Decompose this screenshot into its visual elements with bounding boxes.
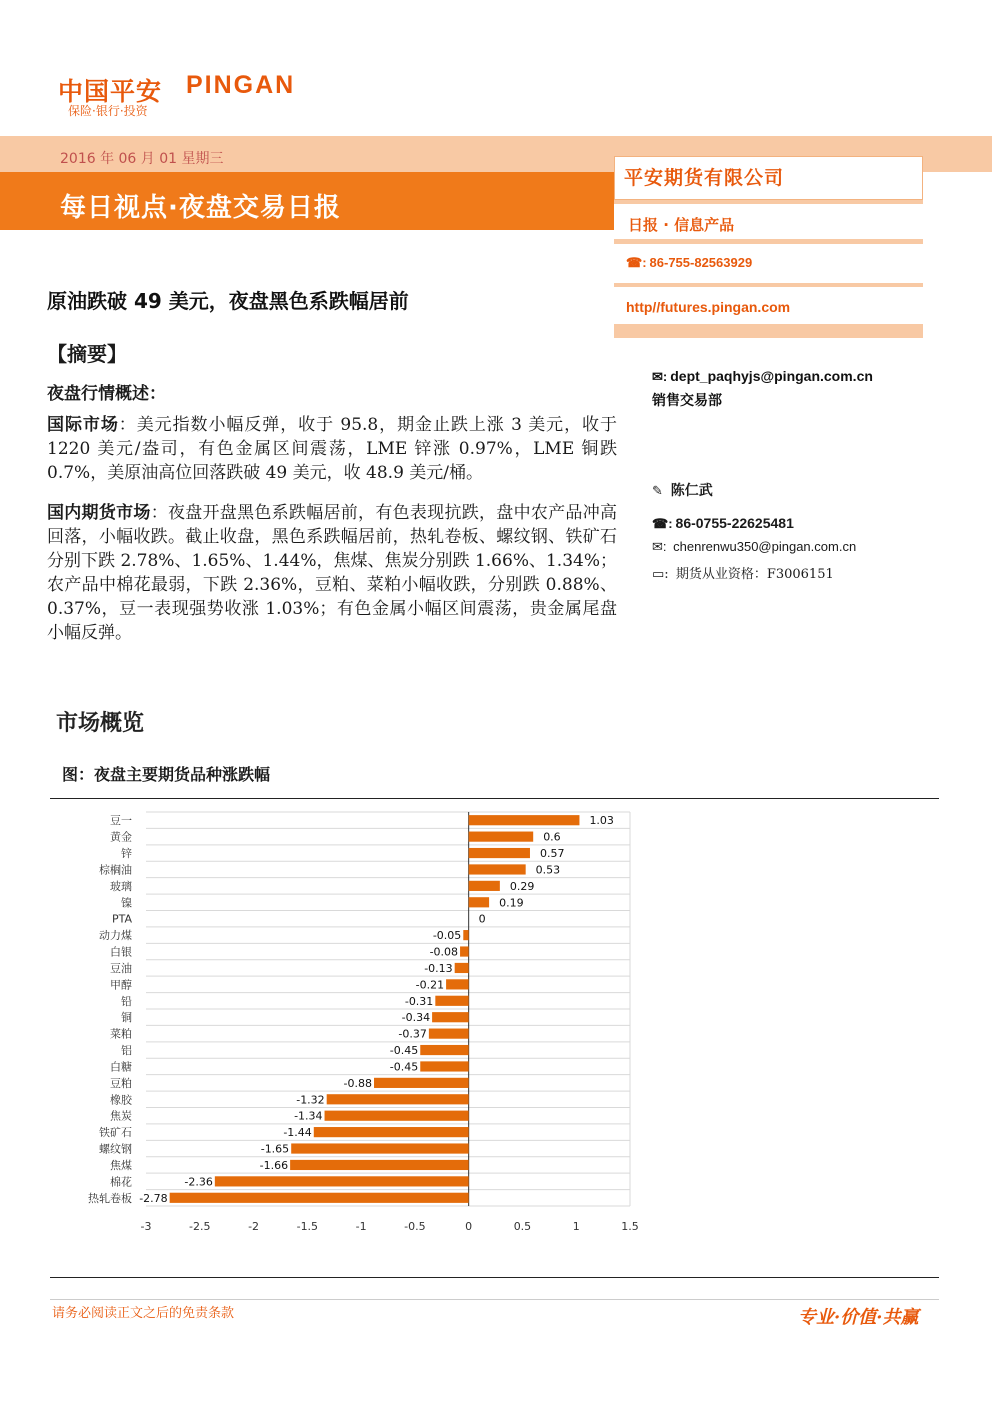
data-label: -1.32 (296, 1093, 325, 1107)
category-label: 白银 (110, 945, 132, 959)
bar (455, 963, 469, 973)
data-label: -0.37 (398, 1027, 427, 1041)
phone-icon: ☎: (626, 255, 647, 270)
category-label: 焦炭 (110, 1109, 132, 1123)
analyst-phone-number: 86-0755-22625481 (675, 515, 794, 531)
data-label: 0.29 (509, 879, 535, 893)
category-label: 铅 (121, 994, 132, 1008)
data-label: -0.13 (424, 961, 453, 975)
bar (432, 1012, 469, 1022)
data-label: 0.6 (543, 830, 561, 844)
mail-icon: ✉: (652, 539, 667, 554)
company-phone (626, 255, 752, 271)
data-label: -0.31 (404, 994, 434, 1008)
data-label: 0.57 (539, 847, 565, 861)
x-tick-label: 0.5 (513, 1220, 532, 1233)
bar (374, 1078, 469, 1088)
category-label: 动力煤 (99, 929, 132, 943)
logo-chinese: 中国平安 (58, 77, 163, 106)
analyst-cert-text: 期货从业资格：F3006151 (675, 567, 834, 582)
dom-text: ：夜盘开盘黑色系跌幅居前，有色表现抗跌，盘中农产品冲高回落，小幅收跌。截止收盘，黑色系跌幅居前，热轧卷板、螺纹钢、铁矿石分别下跌 2.78%、1.65%、1.44%，焦煤、焦炭分别跌 1.66%、1.34%；农产品中棉花最弱，下跌 2.36%，豆粕、菜粕小幅收跌，分别跌 0.88%、0.37%，豆一表现强势收涨 1.03%；有色金属小幅区间震荡，贵金属尾盘小幅反弹。 (47, 503, 617, 643)
bar (325, 1111, 469, 1121)
x-tick-label: -2 (248, 1220, 260, 1233)
x-tick-label: 1 (572, 1220, 580, 1233)
book-icon: ▭: (652, 567, 669, 582)
bar (469, 881, 500, 891)
category-label: 白糖 (110, 1060, 132, 1074)
data-label: 0 (478, 912, 486, 926)
bar (290, 1160, 469, 1170)
category-label: 玻璃 (110, 879, 132, 893)
data-label: 1.03 (589, 814, 614, 828)
analyst-phone (652, 515, 794, 532)
bar (469, 897, 489, 907)
bar (469, 815, 580, 825)
data-label: 0.19 (499, 896, 524, 910)
data-label: 0.53 (535, 863, 561, 877)
footer-rule (50, 1299, 939, 1300)
bar-chart (50, 802, 670, 1242)
info-divider (614, 239, 923, 244)
pen-icon: ✎ (652, 484, 663, 499)
data-label: -0.45 (389, 1044, 419, 1058)
category-label: 甲醇 (110, 978, 132, 992)
bar (170, 1193, 469, 1203)
footer-slogan: 专业·价值·共赢 (798, 1307, 919, 1328)
bar (420, 1045, 468, 1055)
category-label: 镍 (121, 896, 132, 910)
category-label: 橡胶 (110, 1093, 132, 1107)
disclaimer-link[interactable]: 请务必阅读正文之后的免责条款 (52, 1306, 235, 1321)
category-label: 铝 (121, 1044, 132, 1058)
phone-icon: ☎: (652, 516, 673, 531)
company-phone-number: 86-755-82563929 (649, 255, 753, 270)
bar (291, 1143, 468, 1153)
bar (469, 864, 526, 874)
data-label: -0.05 (432, 929, 462, 943)
x-tick-label: -1 (355, 1220, 367, 1233)
x-tick-label: 1.5 (621, 1220, 639, 1233)
article-headline: 原油跌破 49 美元，夜盘黑色系跌幅居前 (47, 289, 409, 313)
bar (314, 1127, 469, 1137)
bar (435, 996, 468, 1006)
dom-label: 国内期货市场 (47, 503, 151, 523)
info-divider (614, 283, 923, 287)
data-label: -0.21 (415, 978, 445, 992)
report-date: 2016 年 06 月 01 星期三 (60, 151, 224, 167)
bar (469, 848, 530, 858)
daily-tag: 日报 · 信息产品 (628, 216, 735, 234)
analyst-name (652, 480, 713, 500)
figure-caption: 图：夜盘主要期货品种涨跌幅 (62, 765, 271, 784)
category-label: 铜 (121, 1011, 132, 1025)
data-label: -1.34 (294, 1109, 323, 1123)
paragraph-domestic (47, 501, 617, 645)
category-label: 螺纹钢 (99, 1142, 132, 1156)
logo-tagline: 保险·银行·投资 (68, 104, 148, 118)
category-label: 豆油 (110, 961, 132, 975)
x-tick-label: -0.5 (404, 1220, 426, 1233)
analyst-email[interactable] (652, 539, 856, 555)
category-label: 棕榈油 (99, 863, 132, 877)
data-label: -1.44 (283, 1126, 312, 1140)
overview-title: 夜盘行情概述： (47, 384, 166, 404)
category-label: 棉花 (110, 1175, 132, 1189)
dept-name: 销售交易部 (652, 393, 722, 409)
data-label: -2.78 (139, 1191, 168, 1205)
data-label: -0.34 (401, 1011, 431, 1025)
x-tick-label: 0 (465, 1220, 473, 1233)
mail-icon: ✉: (652, 369, 668, 384)
data-label: -0.88 (343, 1076, 373, 1090)
data-label: -0.08 (429, 945, 459, 959)
x-tick-label: -3 (140, 1220, 152, 1233)
figure-bottom-rule (50, 1277, 939, 1278)
bar (469, 832, 534, 842)
category-label: 黄金 (110, 830, 132, 844)
company-name: 平安期货有限公司 (624, 167, 785, 189)
analyst-email-address: chenrenwu350@pingan.com.cn (673, 539, 857, 554)
category-label: 菜粕 (110, 1027, 132, 1041)
analyst-name-text: 陈仁武 (670, 483, 713, 499)
company-website-link[interactable]: http//futures.pingan.com (626, 299, 791, 315)
abstract-label: 【摘要】 (47, 342, 127, 366)
category-label: 焦煤 (110, 1158, 132, 1172)
paragraph-international (47, 413, 617, 485)
data-label: -2.36 (184, 1175, 213, 1189)
dept-email-address: dept_paqhyjs@pingan.com.cn (670, 368, 873, 384)
data-label: -0.45 (389, 1060, 419, 1074)
category-label: 锌 (121, 847, 132, 861)
category-label: 铁矿石 (99, 1126, 132, 1140)
analyst-certificate (652, 563, 834, 582)
intl-text: ：美元指数小幅反弹，收于 95.8，期金止跌上涨 3 美元，收于 1220 美元/盎司，有色金属区间震荡，LME 锌涨 0.97%，LME 铜跌 0.7%，美原油高位回落跌破 49 美元，收 48.9 美元/桶。 (47, 415, 617, 483)
info-divider (614, 324, 923, 338)
info-divider (614, 200, 923, 204)
category-label: 豆一 (110, 814, 132, 828)
bar (429, 1029, 469, 1039)
figure-top-rule (50, 798, 939, 799)
logo-english: PINGAN (186, 71, 296, 99)
bar (460, 946, 469, 956)
data-label: -1.66 (259, 1158, 289, 1172)
category-label: PTA (111, 912, 132, 926)
bar (420, 1061, 468, 1071)
data-label: -1.65 (260, 1142, 290, 1156)
dept-email[interactable] (652, 368, 873, 385)
bar (327, 1094, 469, 1104)
category-label: 豆粕 (110, 1076, 132, 1090)
section-title: 市场概览 (56, 711, 145, 736)
bar (215, 1176, 469, 1186)
category-label: 热轧卷板 (88, 1191, 132, 1205)
bar (446, 979, 469, 989)
intl-label: 国际市场 (47, 415, 119, 435)
report-title: 每日视点·夜盘交易日报 (60, 193, 341, 223)
x-tick-label: -2.5 (189, 1220, 211, 1233)
bar (463, 930, 468, 940)
x-tick-label: -1.5 (296, 1220, 319, 1233)
